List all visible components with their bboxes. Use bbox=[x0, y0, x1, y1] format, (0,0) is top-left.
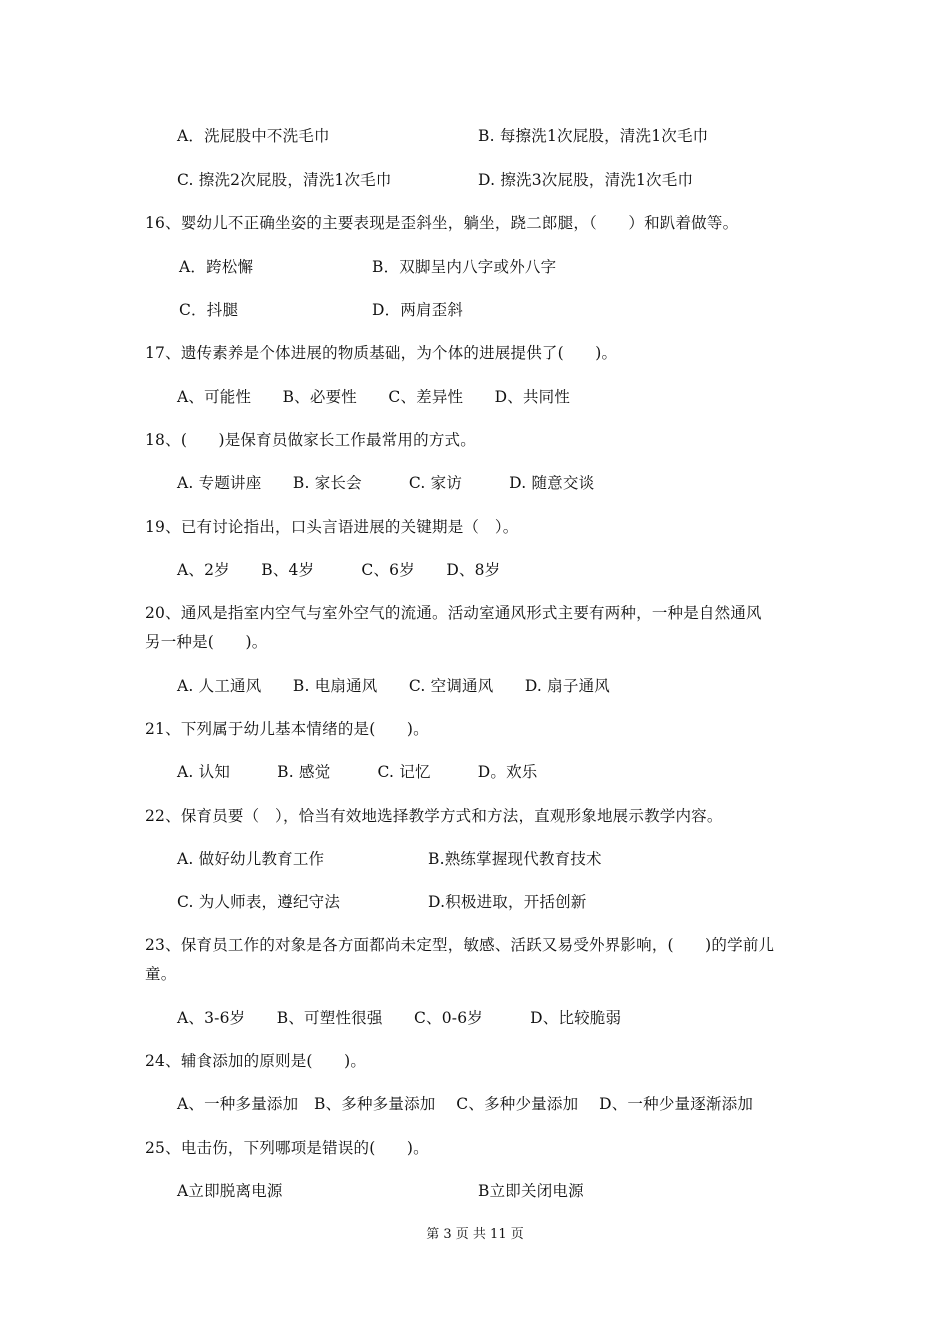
q24-options: A、一种多量添加 B、多种多量添加 C、多种少量添加 D、一种少量逐渐添加 bbox=[177, 1095, 754, 1113]
q25-option-a: A立即脱离电源 bbox=[177, 1182, 283, 1200]
q18-stem: 18、( )是保育员做家长工作最常用的方式。 bbox=[145, 431, 476, 449]
q16-option-b: B．双脚呈内八字或外八字 bbox=[372, 258, 557, 276]
q20-options: A. 人工通风 B. 电扇通风 C. 空调通风 D. 扇子通风 bbox=[177, 677, 610, 695]
q16-option-a: A．跨松懈 bbox=[179, 258, 254, 276]
q23-options: A、3-6岁 B、可塑性很强 C、0-6岁 D、比较脆弱 bbox=[177, 1009, 622, 1027]
q22-stem: 22、保育员要（ ），恰当有效地选择教学方式和方法，直观形象地展示教学内容。 bbox=[145, 807, 723, 825]
q15-option-d: D. 擦洗3次屁股，清洗1次毛巾 bbox=[478, 171, 694, 189]
q17-options: A、可能性 B、必要性 C、差异性 D、共同性 bbox=[177, 388, 571, 406]
q17-stem: 17、遗传素养是个体进展的物质基础，为个体的进展提供了( )。 bbox=[145, 344, 618, 362]
page-number-footer: 第 3 页 共 11 页 bbox=[426, 1227, 524, 1242]
q21-stem: 21、下列属于幼儿基本情绪的是( )。 bbox=[145, 720, 429, 738]
q15-option-c: C. 擦洗2次屁股，清洗1次毛巾 bbox=[177, 171, 392, 189]
q24-stem: 24、辅食添加的原则是( )。 bbox=[145, 1052, 367, 1070]
q20-stem-line2: 另一种是( )。 bbox=[145, 633, 268, 651]
q22-option-c: C. 为人师表，遵纪守法 bbox=[177, 893, 341, 911]
q20-stem-line1: 20、通风是指室内空气与室外空气的流通。活动室通风形式主要有两种，一种是自然通风 bbox=[145, 604, 762, 622]
q22-option-b: B.熟练掌握现代教育技术 bbox=[428, 850, 602, 868]
q16-stem: 16、婴幼儿不正确坐姿的主要表现是歪斜坐，躺坐，跷二郎腿，（ ）和趴着做等。 bbox=[145, 214, 739, 232]
q23-stem-line1: 23、保育员工作的对象是各方面都尚未定型，敏感、活跃又易受外界影响，( )的学前儿 bbox=[145, 936, 775, 954]
q19-options: A、2岁 B、4岁 C、6岁 D、8岁 bbox=[177, 561, 501, 579]
q15-option-a: A．洗屁股中不洗毛巾 bbox=[177, 127, 330, 145]
q25-option-b: B立即关闭电源 bbox=[478, 1182, 584, 1200]
q25-stem: 25、电击伤，下列哪项是错误的( )。 bbox=[145, 1139, 429, 1157]
q16-option-c: C．抖腿 bbox=[179, 301, 239, 319]
q23-stem-line2: 童。 bbox=[145, 965, 177, 983]
q19-stem: 19、已有讨论指出，口头言语进展的关键期是（ ）。 bbox=[145, 518, 519, 536]
q22-option-a: A. 做好幼儿教育工作 bbox=[177, 850, 325, 868]
q18-options: A. 专题讲座 B. 家长会 C. 家访 D. 随意交谈 bbox=[177, 474, 595, 492]
q16-option-d: D．两肩歪斜 bbox=[372, 301, 464, 319]
q15-option-b: B. 每擦洗1次屁股，清洗1次毛巾 bbox=[478, 127, 709, 145]
q22-option-d: D.积极进取，开括创新 bbox=[428, 893, 587, 911]
q21-options: A. 认知 B. 感觉 C. 记忆 D。欢乐 bbox=[177, 763, 538, 781]
